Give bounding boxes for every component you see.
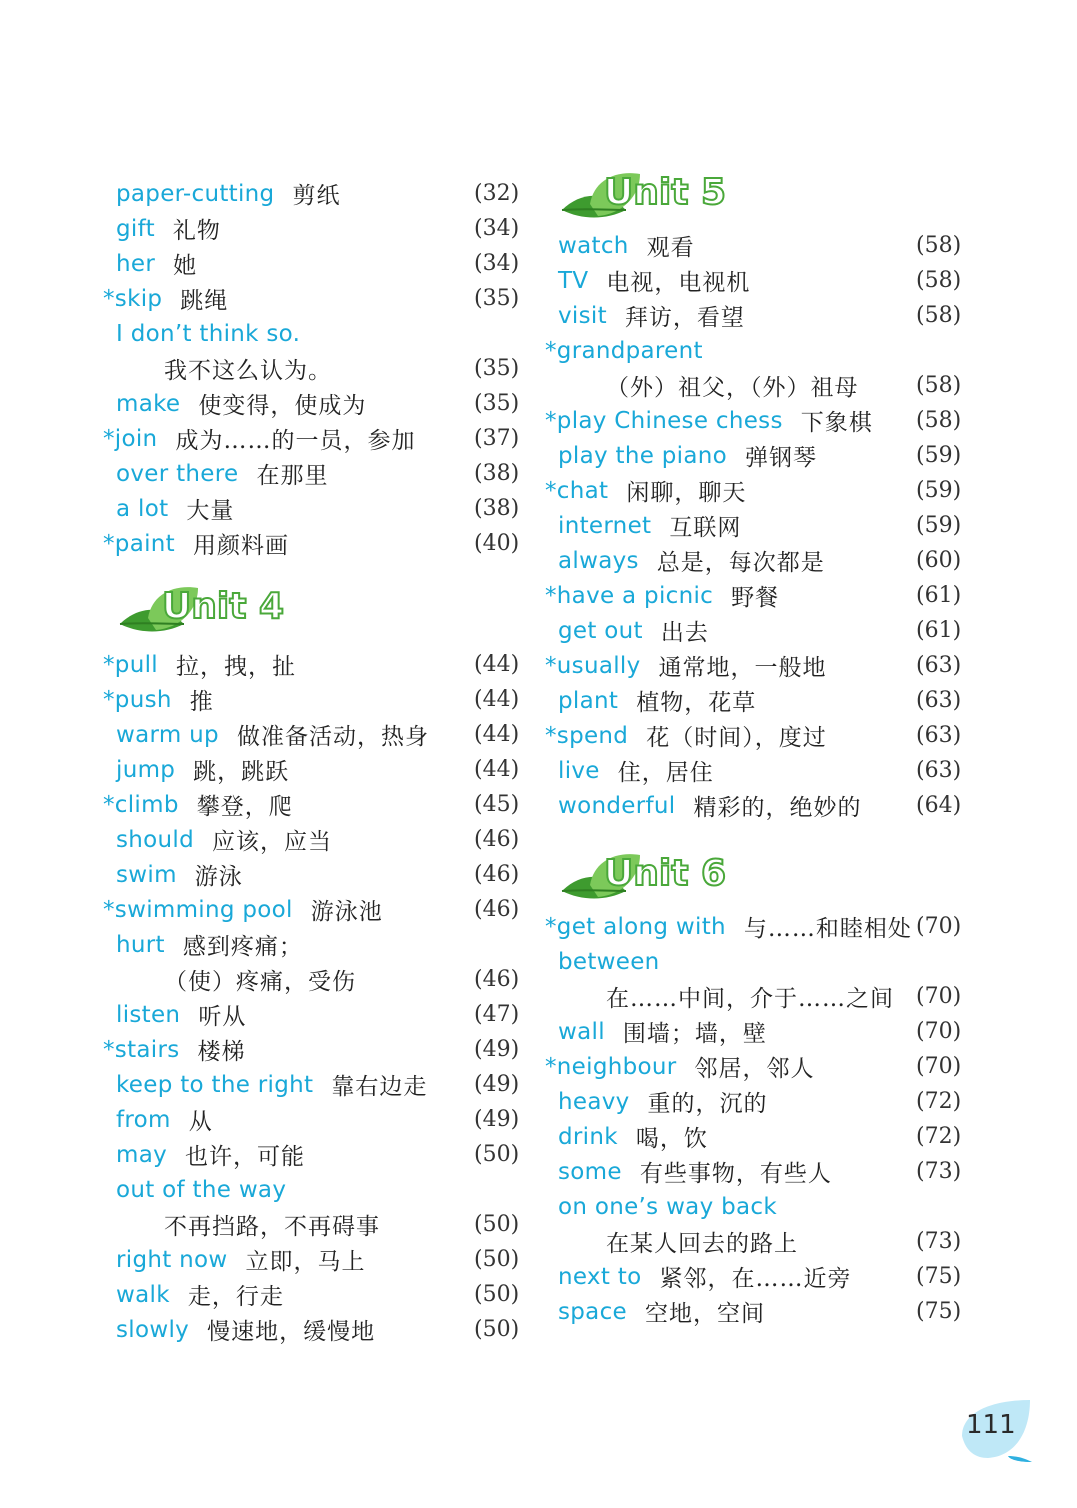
page-reference: (70)	[916, 984, 962, 1009]
page-reference: (50)	[474, 1282, 520, 1307]
page-reference: (37)	[474, 426, 520, 451]
vocab-entry	[116, 752, 289, 787]
chinese-meaning: 总是，每次都是	[656, 550, 825, 576]
vocab-entry	[116, 717, 429, 752]
vocab-entry	[103, 787, 293, 822]
english-term: should	[116, 826, 194, 853]
page-reference: (63)	[916, 653, 962, 678]
english-term: *neighbour	[545, 1053, 677, 1080]
vocab-entry	[558, 944, 660, 979]
vocab-entry	[545, 473, 746, 508]
vocab-entry	[116, 997, 246, 1032]
english-term: warm up	[116, 721, 219, 748]
page-reference: (75)	[916, 1299, 962, 1324]
chinese-meaning: 出去	[660, 620, 709, 646]
vocab-entry	[116, 246, 197, 281]
page-reference: (64)	[916, 793, 962, 818]
page-reference: (72)	[916, 1124, 962, 1149]
chinese-meaning: 紧邻，在……近旁	[659, 1266, 852, 1292]
chinese-meaning: （使）疼痛，受伤	[164, 969, 356, 995]
vocab-entry	[103, 281, 228, 316]
chinese-meaning: 立即，马上	[245, 1249, 366, 1275]
chinese-meaning: 下象棋	[800, 410, 873, 436]
chinese-meaning: 拉，拽，扯	[175, 654, 296, 680]
page-reference: (44)	[474, 757, 520, 782]
chinese-meaning: 在某人回去的路上	[606, 1231, 798, 1257]
page-reference: (46)	[474, 967, 520, 992]
chinese-meaning: 靠右边走	[331, 1074, 428, 1100]
chinese-meaning: 楼梯	[197, 1039, 246, 1065]
english-term: always	[558, 547, 639, 574]
chinese-meaning: 植物，花草	[636, 690, 757, 716]
english-term: out of the way	[116, 1176, 287, 1203]
page-reference: (70)	[916, 1054, 962, 1079]
english-term: on one’s way back	[558, 1193, 777, 1220]
page-reference: (34)	[474, 251, 520, 276]
page-number: 111	[966, 1410, 1016, 1440]
chinese-meaning: 使变得，使成为	[198, 393, 367, 419]
vocab-entry	[558, 1189, 777, 1224]
vocab-entry	[116, 1102, 213, 1137]
page-reference: (46)	[474, 897, 520, 922]
chinese-meaning: 游泳池	[310, 899, 383, 925]
vocab-entry	[545, 403, 873, 438]
page-reference: (73)	[916, 1159, 962, 1184]
vocab-entry	[558, 543, 825, 578]
chinese-meaning: 推	[189, 689, 214, 715]
vocab-entry	[103, 892, 383, 927]
english-term: gift	[116, 215, 155, 242]
page-reference: (46)	[474, 862, 520, 887]
vocab-entry	[558, 438, 817, 473]
english-term: plant	[558, 687, 619, 714]
vocab-entry	[558, 298, 745, 333]
vocab-entry	[558, 1014, 767, 1049]
english-term: *paint	[103, 530, 175, 557]
english-term: *get along with	[545, 913, 726, 940]
chinese-meaning: 听从	[198, 1004, 247, 1030]
chinese-meaning: 花（时间），度过	[646, 725, 827, 751]
vocab-entry	[558, 683, 756, 718]
vocab-entry	[545, 648, 827, 683]
chinese-meaning: 走，行走	[187, 1284, 284, 1310]
chinese-meaning: 在……中间，介于……之间	[606, 986, 894, 1012]
vocab-entry	[116, 211, 221, 246]
english-term: from	[116, 1106, 171, 1133]
page-reference: (35)	[474, 286, 520, 311]
chinese-meaning: 应该，应当	[212, 829, 332, 855]
page-reference: (35)	[474, 356, 520, 381]
english-term: live	[558, 757, 600, 784]
english-term: some	[558, 1158, 622, 1185]
unit-5-header	[560, 170, 740, 226]
vocab-entry	[545, 909, 912, 944]
page-reference: (58)	[916, 268, 962, 293]
unit-6-header	[560, 851, 740, 907]
english-term: make	[116, 390, 181, 417]
vocab-entry	[116, 1277, 284, 1312]
english-term: *stairs	[103, 1036, 180, 1063]
page-reference: (50)	[474, 1247, 520, 1272]
page-reference: (50)	[474, 1212, 520, 1237]
page-reference: (70)	[916, 1019, 962, 1044]
english-term: *swimming pool	[103, 896, 293, 923]
vocab-entry	[558, 788, 861, 823]
page-reference: (73)	[916, 1229, 962, 1254]
english-term: between	[558, 948, 660, 975]
vocab-entry	[103, 682, 214, 717]
unit-title: Unit 6	[604, 853, 726, 894]
vocab-entry	[606, 979, 894, 1014]
vocab-entry	[558, 1119, 708, 1154]
english-term: heavy	[558, 1088, 630, 1115]
page-reference: (63)	[916, 688, 962, 713]
vocab-entry	[545, 718, 827, 753]
english-term: over there	[116, 460, 239, 487]
vocab-entry	[545, 578, 779, 613]
vocab-entry	[116, 176, 340, 211]
english-term: *grandparent	[545, 337, 703, 364]
vocab-entry	[558, 1294, 765, 1329]
chinese-meaning: 野餐	[731, 585, 780, 611]
unit-title: Unit 4	[162, 586, 284, 627]
english-term: her	[116, 250, 156, 277]
vocab-entry	[558, 1084, 768, 1119]
vocab-entry	[558, 753, 714, 788]
english-term: TV	[558, 267, 589, 294]
english-term: get out	[558, 617, 643, 644]
english-term: drink	[558, 1123, 618, 1150]
english-term: *pull	[103, 651, 158, 678]
vocab-entry	[116, 386, 366, 421]
unit-title: Unit 5	[604, 172, 726, 213]
vocab-entry	[606, 1224, 798, 1259]
english-term: watch	[558, 232, 629, 259]
vocab-entry	[164, 351, 332, 386]
vocab-entry	[116, 491, 234, 526]
chinese-meaning: 住，居住	[617, 760, 714, 786]
chinese-meaning: 慢速地，缓慢地	[207, 1319, 376, 1345]
english-term: next to	[558, 1263, 642, 1290]
page-reference: (72)	[916, 1089, 962, 1114]
chinese-meaning: 邻居，邻人	[694, 1056, 815, 1082]
chinese-meaning: 游泳	[194, 864, 243, 890]
vocab-entry	[558, 263, 750, 298]
page-reference: (50)	[474, 1142, 520, 1167]
chinese-meaning: 精彩的，绝妙的	[693, 795, 862, 821]
page-reference: (61)	[916, 583, 962, 608]
english-term: space	[558, 1298, 627, 1325]
page-reference: (59)	[916, 443, 962, 468]
page-reference: (49)	[474, 1072, 520, 1097]
chinese-meaning: 也许，可能	[185, 1144, 306, 1170]
page-reference: (38)	[474, 496, 520, 521]
vocab-entry	[116, 1137, 305, 1172]
page-reference: (49)	[474, 1107, 520, 1132]
english-term: hurt	[116, 931, 165, 958]
english-term: a lot	[116, 495, 169, 522]
chinese-meaning: 剪纸	[292, 183, 341, 209]
chinese-meaning: 跳，跳跃	[193, 759, 290, 785]
chinese-meaning: 与……和睦相处	[743, 916, 912, 942]
chinese-meaning: 在那里	[256, 463, 329, 489]
vocab-entry	[116, 1067, 427, 1102]
english-term: *push	[103, 686, 172, 713]
chinese-meaning: 空地，空间	[644, 1301, 765, 1327]
vocab-entry	[545, 333, 703, 368]
chinese-meaning: 跳绳	[180, 288, 229, 314]
chinese-meaning: 不再挡路，不再碍事	[164, 1214, 380, 1240]
page-reference: (60)	[916, 548, 962, 573]
english-term: visit	[558, 302, 607, 329]
chinese-meaning: 感到疼痛；	[182, 934, 303, 960]
english-term: *join	[103, 425, 158, 452]
english-term: may	[116, 1141, 168, 1168]
page-reference: (38)	[474, 461, 520, 486]
vocab-entry	[558, 228, 695, 263]
page-reference: (61)	[916, 618, 962, 643]
english-term: keep to the right	[116, 1071, 314, 1098]
english-term: jump	[116, 756, 176, 783]
vocab-entry	[545, 1049, 815, 1084]
chinese-meaning: 互联网	[669, 515, 742, 541]
english-term: *climb	[103, 791, 179, 818]
chinese-meaning: 观看	[646, 235, 695, 261]
vocab-entry	[103, 647, 296, 682]
vocab-entry	[558, 508, 741, 543]
page-reference: (44)	[474, 722, 520, 747]
page-number-badge	[958, 1398, 1038, 1464]
chinese-meaning: 喝，饮	[635, 1126, 708, 1152]
vocab-entry	[558, 1154, 832, 1189]
english-term: slowly	[116, 1316, 190, 1343]
english-term: *have a picnic	[545, 582, 714, 609]
english-term: I don’t think so.	[116, 320, 301, 347]
english-term: listen	[116, 1001, 181, 1028]
english-term: walk	[116, 1281, 170, 1308]
page-reference: (59)	[916, 513, 962, 538]
page-reference: (58)	[916, 303, 962, 328]
page-reference: (63)	[916, 758, 962, 783]
chinese-meaning: 弹钢琴	[745, 445, 817, 471]
page-reference: (44)	[474, 652, 520, 677]
page-reference: (34)	[474, 216, 520, 241]
vocab-entry	[164, 1207, 380, 1242]
page-reference: (49)	[474, 1037, 520, 1062]
vocab-entry	[116, 927, 303, 962]
chinese-meaning: 闲聊，聊天	[626, 480, 747, 506]
chinese-meaning: 成为……的一员，参加	[175, 428, 416, 454]
page-reference: (50)	[474, 1317, 520, 1342]
chinese-meaning: 有些事物，有些人	[639, 1161, 832, 1187]
vocab-entry	[116, 456, 328, 491]
english-term: *spend	[545, 722, 629, 749]
english-term: right now	[116, 1246, 228, 1273]
page-reference: (45)	[474, 792, 520, 817]
english-term: *usually	[545, 652, 641, 679]
page-reference: (58)	[916, 373, 962, 398]
vocab-entry	[606, 368, 859, 403]
page-reference: (58)	[916, 233, 962, 258]
english-term: *skip	[103, 285, 163, 312]
vocab-entry	[558, 1259, 851, 1294]
vocab-entry	[103, 526, 289, 561]
chinese-meaning: 礼物	[172, 218, 221, 244]
page-reference: (40)	[474, 531, 520, 556]
vocab-entry	[116, 857, 243, 892]
page-reference: (75)	[916, 1264, 962, 1289]
english-term: wonderful	[558, 792, 676, 819]
english-term: paper-cutting	[116, 180, 275, 207]
chinese-meaning: 攀登，爬	[196, 794, 293, 820]
vocab-entry	[116, 1312, 375, 1347]
english-term: wall	[558, 1018, 605, 1045]
chinese-meaning: 她	[173, 253, 198, 279]
vocab-entry	[116, 822, 332, 857]
chinese-meaning: 从	[188, 1109, 213, 1135]
chinese-meaning: 拜访，看望	[624, 305, 745, 331]
page-reference: (63)	[916, 723, 962, 748]
english-term: swim	[116, 861, 177, 888]
vocab-entry	[164, 962, 356, 997]
page-reference: (47)	[474, 1002, 520, 1027]
chinese-meaning: 围墙；墙，壁	[622, 1021, 767, 1047]
english-term: *chat	[545, 477, 609, 504]
vocab-entry	[103, 1032, 246, 1067]
page-reference: (35)	[474, 391, 520, 416]
english-term: *play Chinese chess	[545, 407, 783, 434]
english-term: play the piano	[558, 442, 727, 469]
english-term: internet	[558, 512, 652, 539]
chinese-meaning: 重的，沉的	[647, 1091, 768, 1117]
page-reference: (59)	[916, 478, 962, 503]
chinese-meaning: 用颜料画	[192, 533, 289, 559]
page-reference: (32)	[474, 181, 520, 206]
page-reference: (70)	[916, 914, 962, 939]
chinese-meaning: 电视，电视机	[606, 270, 751, 296]
chinese-meaning: 通常地，一般地	[658, 655, 827, 681]
vocab-entry	[558, 613, 709, 648]
vocab-entry	[116, 316, 300, 351]
chinese-meaning: （外）祖父，（外）祖母	[606, 375, 859, 401]
vocab-entry	[116, 1172, 286, 1207]
chinese-meaning: 我不这么认为。	[164, 358, 332, 384]
chinese-meaning: 大量	[186, 498, 235, 524]
vocab-entry	[116, 1242, 366, 1277]
chinese-meaning: 做准备活动，热身	[236, 724, 429, 750]
page-reference: (46)	[474, 827, 520, 852]
unit-4-header	[118, 584, 298, 640]
vocab-entry	[103, 421, 415, 456]
page-reference: (44)	[474, 687, 520, 712]
page-reference: (58)	[916, 408, 962, 433]
